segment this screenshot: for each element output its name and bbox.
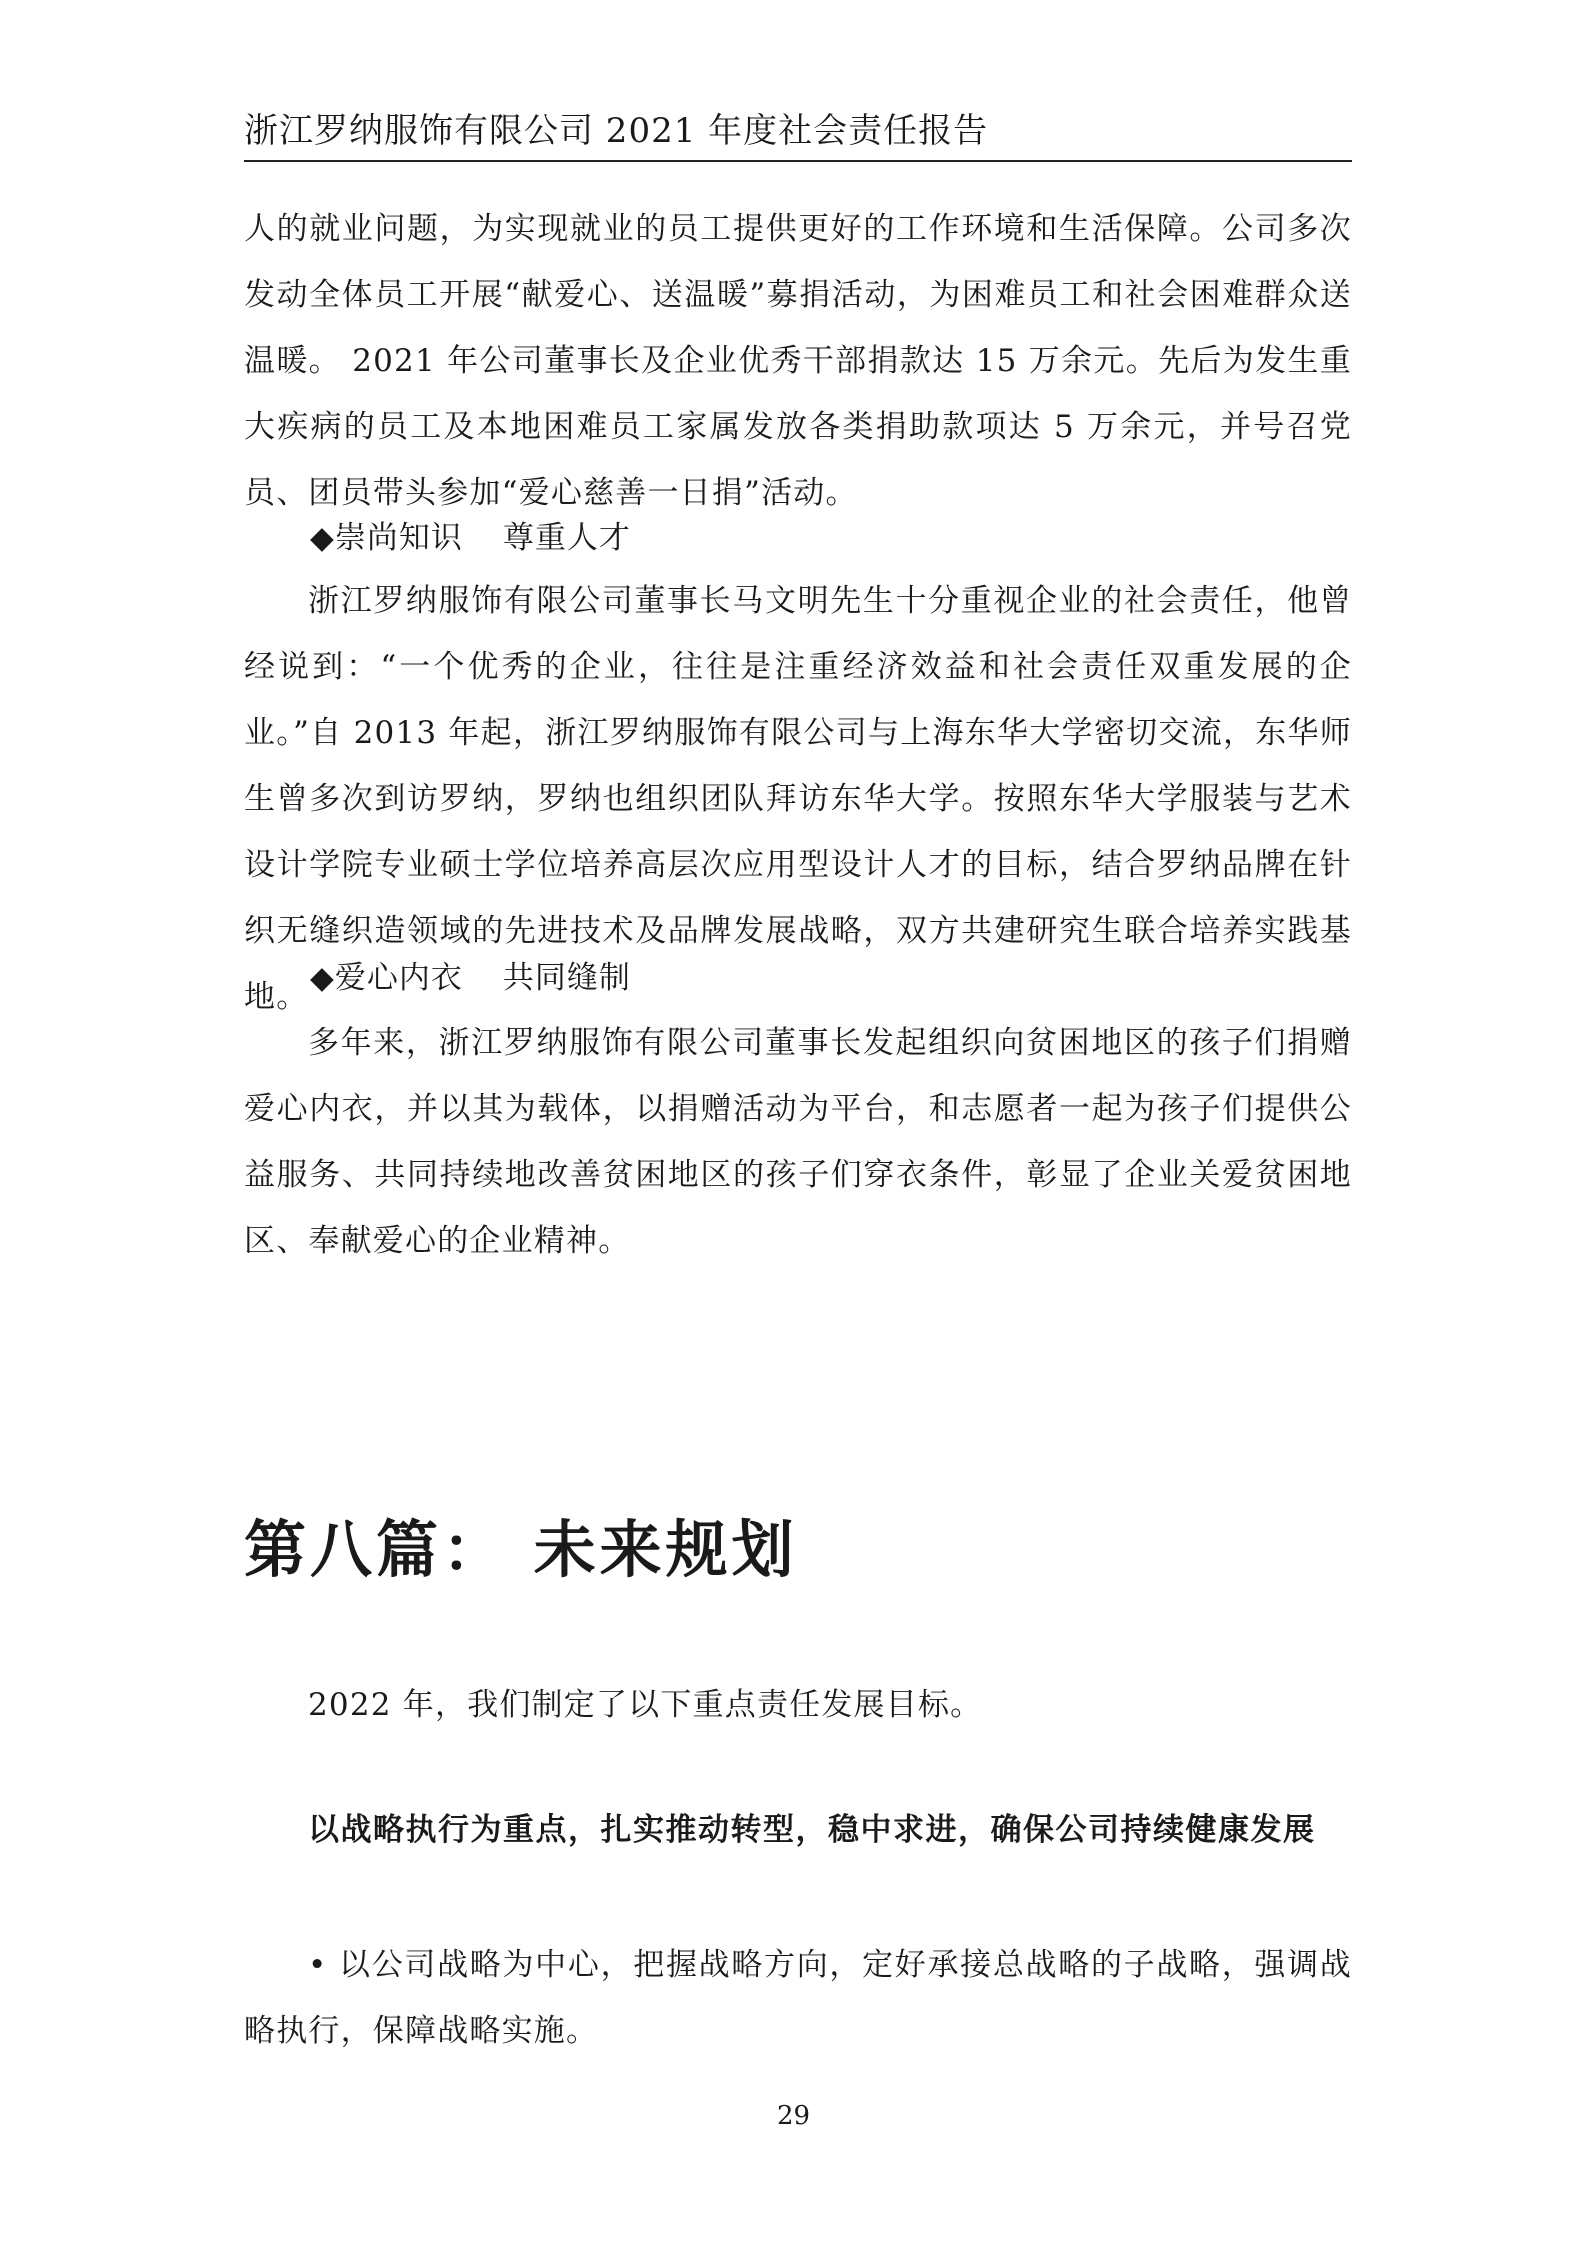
- header-divider: [244, 160, 1352, 162]
- report-header-title: 浙江罗纳服饰有限公司 2021 年度社会责任报告: [244, 111, 989, 151]
- goal-heading: 以战略执行为重点，扎实推动转型，稳中求进，确保公司持续健康发展: [308, 1812, 1316, 1848]
- paragraph-strategy-bullet: • 以公司战略为中心，把握战略方向，定好承接总战略的子战略，强调战略执行，保障战略实施。: [244, 1947, 1352, 2049]
- chapter-title: 第八篇： 未来规划: [244, 1513, 798, 1586]
- section-heading-charity-b: 共同缝制: [502, 960, 631, 996]
- paragraph-talent: 浙江罗纳服饰有限公司董事长马文明先生十分重视企业的社会责任，他曾经说到：“一个优秀的企业，往往是注重经济效益和社会责任双重发展的企业。”自 2013 年起，浙江罗纳服饰有限公司与上海东华大学密切交流，东华师生曾多次到访罗纳，罗纳也组织团队拜访东华大学。按照东华大学服装与艺术设计学院专业硕士学位培养高层次应用型设计人才的目标，结合罗纳品牌在针织无缝织造领域的先进技术及品牌发展战略，双方共建研究生联合培养实践基地。: [244, 583, 1352, 1015]
- paragraph-goals-intro: 2022 年，我们制定了以下重点责任发展目标。: [308, 1687, 983, 1723]
- section-heading-knowledge-a: ◆崇尚知识: [310, 520, 463, 556]
- paragraph-employee-care: 人的就业问题，为实现就业的员工提供更好的工作环境和生活保障。公司多次发动全体员工开展“献爱心、送温暖”募捐活动，为困难员工和社会困难群众送温暖。 2021 年公司董事长及企业优秀干部捐款达 15 万余元。先后为发生重大疾病的员工及本地困难员工家属发放各类捐助款项达 5 万余元，并号召党员、团员带头参加“爱心慈善一日捐”活动。: [244, 211, 1352, 511]
- section-heading-knowledge: [310, 518, 631, 558]
- section-heading-knowledge-b: 尊重人才: [502, 520, 631, 556]
- paragraph-charity: 多年来，浙江罗纳服饰有限公司董事长发起组织向贫困地区的孩子们捐赠爱心内衣，并以其为载体，以捐赠活动为平台，和志愿者一起为孩子们提供公益服务、共同持续地改善贫困地区的孩子们穿衣条件，彰显了企业关爱贫困地区、奉献爱心的企业精神。: [244, 1025, 1352, 1259]
- page-number: 29: [776, 2101, 811, 2131]
- section-heading-charity-a: ◆爱心内衣: [310, 960, 463, 996]
- section-heading-charity: [310, 958, 631, 998]
